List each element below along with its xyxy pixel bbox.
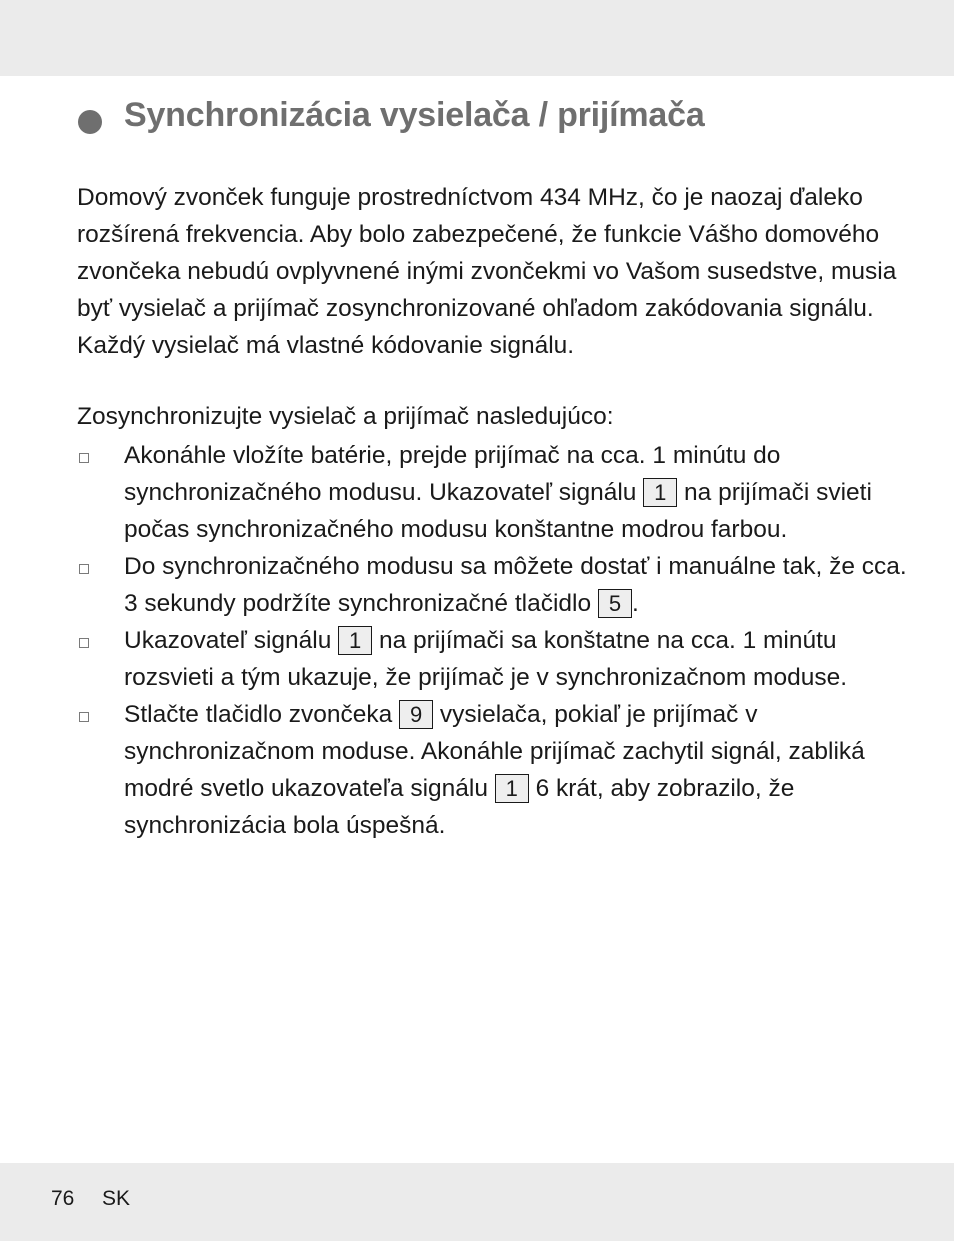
reference-number-box: 5 <box>598 589 632 618</box>
intro-paragraph: Domový zvonček funguje prostredníctvom 434 MHz, čo je naozaj ďaleko rozšírená frekvencia. Aby bolo zabezpečené, že funkcie Vášho domového zvončeka nebudú ovplyvnené inými zvončekmi vo Vašom susedstve, musia byť vysielač a prijímač zosynchronizované ohľadom zakódovania signálu. Každý vysielač má vlastné kódovanie signálu. <box>77 184 897 359</box>
step-text: 6 krát, aby zobrazilo, že synchronizácia bola úspešná. <box>124 775 795 839</box>
reference-number-box: 9 <box>399 700 433 729</box>
heading-bullet-icon <box>78 110 102 134</box>
page-footer-band <box>0 1163 954 1241</box>
page-header-band <box>0 0 954 76</box>
list-item <box>77 696 907 844</box>
page-number: 76 <box>51 1187 75 1210</box>
list-item <box>77 622 907 696</box>
step-text: Do synchronizačného modusu sa môžete dostať i manuálne tak, že cca. 3 sekundy podržíte synchronizačné tlačidlo <box>124 553 907 617</box>
checkbox-bullet-icon <box>79 712 89 722</box>
checkbox-bullet-icon <box>79 564 89 574</box>
checkbox-bullet-icon <box>79 638 89 648</box>
step-text: Stlačte tlačidlo zvončeka <box>124 701 400 728</box>
instructions-lead: Zosynchronizujte vysielač a prijímač nasledujúco: <box>77 403 614 430</box>
step-text: na prijímači svieti počas synchronizačného modusu konštantne modrou farbou. <box>124 479 872 543</box>
list-item <box>77 548 907 622</box>
steps-list <box>77 437 907 844</box>
reference-number-box: 1 <box>338 626 372 655</box>
step-text: Ukazovateľ signálu <box>124 627 339 654</box>
language-code: SK <box>102 1187 131 1210</box>
reference-number-box: 1 <box>495 774 529 803</box>
step-text: Akonáhle vložíte batérie, prejde prijímač na cca. 1 minútu do synchronizačného modusu. Ukazovateľ signálu <box>124 442 781 506</box>
reference-number-box: 1 <box>643 478 677 507</box>
list-item <box>77 437 907 548</box>
checkbox-bullet-icon <box>79 453 89 463</box>
step-text: . <box>631 590 639 617</box>
step-text: na prijímači sa konštatne na cca. 1 minútu rozsvieti a tým ukazuje, že prijímač je v synchronizačnom moduse. <box>124 627 848 691</box>
section-heading: Synchronizácia vysielača / prijímača <box>124 96 705 134</box>
step-text: vysielača, pokiaľ je prijímač v synchronizačnom moduse. Akonáhle prijímač zachytil signál, zabliká modré svetlo ukazovateľa signálu <box>124 701 865 802</box>
